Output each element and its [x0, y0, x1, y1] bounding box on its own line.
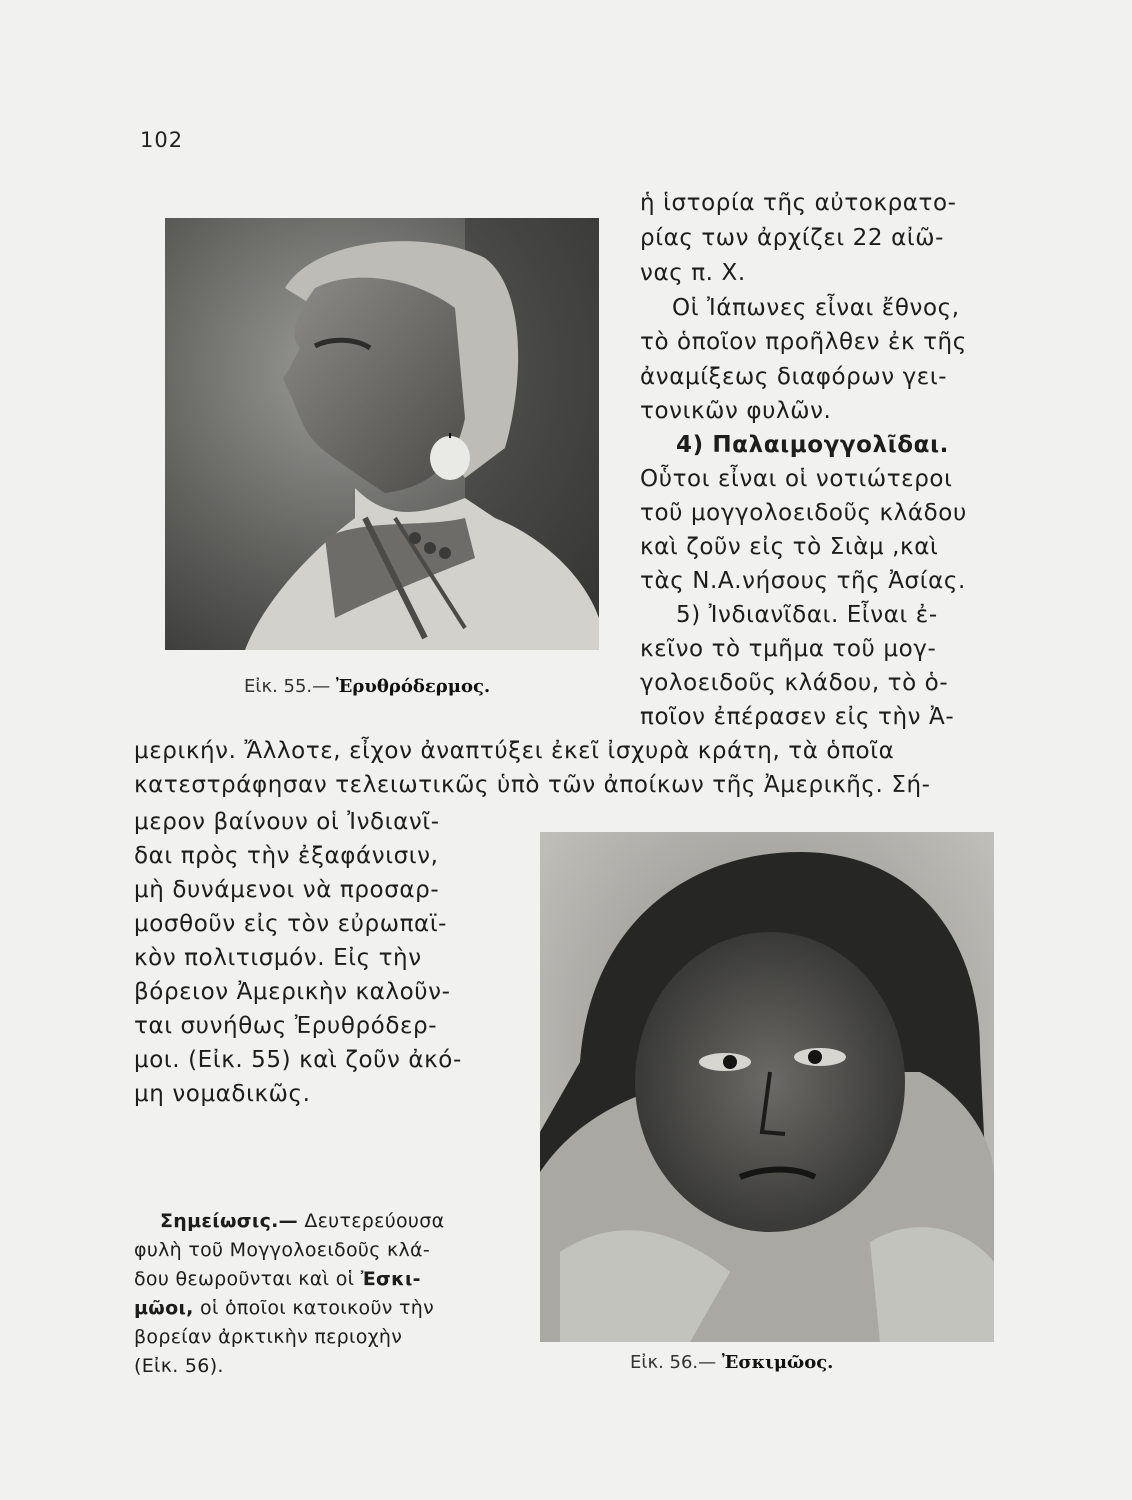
- figure-56-photo: [540, 832, 994, 1342]
- note-text: οἱ ὁποῖοι κατοικοῦν τὴν: [200, 1297, 434, 1319]
- text-line: κατεστράφησαν τελειωτικῶς ὑπὸ τῶν ἀποίκων τῆς Ἀμερικῆς. Σή-: [134, 772, 931, 798]
- text-line: ἡ ἱστορία τῆς αὐτοκρατο-: [640, 190, 957, 216]
- text-line: νας π. Χ.: [640, 260, 746, 286]
- note-bold-term: Ἐσκι-: [360, 1268, 421, 1290]
- text-line: μερικήν. Ἄλλοτε, εἶχον ἀναπτύξει ἐκεῖ ἰσχυρὰ κράτη, τὰ ὁποῖα: [134, 738, 895, 764]
- text-line: μη νομαδικῶς.: [134, 1081, 311, 1107]
- note-line: (Εἰκ. 56).: [134, 1355, 224, 1377]
- text-line: καὶ ζοῦν εἰς τὸ Σιὰμ ,καὶ: [640, 534, 939, 560]
- figure-56-caption-name: Ἐσκιμῶος.: [721, 1352, 834, 1373]
- text-line: τοῦ μογγολοειδοῦς κλάδου: [640, 500, 967, 526]
- figure-56-caption: [630, 1352, 833, 1373]
- note-line: φυλὴ τοῦ Μογγολοειδοῦς κλά-: [134, 1239, 431, 1261]
- native-american-portrait-image: [165, 218, 599, 650]
- text-line: μοι. (Εἰκ. 55) καὶ ζοῦν ἀκό-: [134, 1047, 462, 1073]
- text-line: μερον βαίνουν οἱ Ἰνδιανῖ-: [134, 809, 440, 835]
- note-text: δου θεωροῦνται καὶ οἱ: [134, 1268, 355, 1290]
- note-line: βορείαν ἀρκτικὴν περιοχὴν: [134, 1326, 403, 1348]
- text-line: κεῖνο τὸ τμῆμα τοῦ μογ-: [640, 636, 937, 662]
- text-line: κὸν πολιτισμόν. Εἰς τὴν: [134, 945, 422, 971]
- text-line: Οὗτοι εἶναι οἱ νοτιώτεροι: [640, 466, 953, 492]
- section-heading-palaimongolidai: 4) Παλαιμογγολῖδαι.: [676, 432, 949, 458]
- note-bold-term: μῶοι,: [134, 1297, 194, 1319]
- text-line: μοσθοῦν εἰς τὸν εὐρωπαϊ-: [134, 911, 448, 937]
- text-line: τὰς Ν.Α.νήσους τῆς Ἀσίας.: [640, 568, 966, 594]
- note-heading: Σημείωσις.—: [160, 1210, 298, 1232]
- note-line-1: [160, 1208, 444, 1235]
- text-line: τονικῶν φυλῶν.: [640, 398, 832, 424]
- note-line-4: [134, 1295, 434, 1322]
- note-line-3: [134, 1266, 421, 1293]
- text-line: ποῖον ἐπέρασεν εἰς τὴν Ἀ-: [640, 704, 955, 730]
- text-line: μὴ δυνάμενοι νὰ προσαρ-: [134, 877, 440, 903]
- note-text: Δευτερεύουσα: [304, 1210, 445, 1232]
- text-line: γολοειδοῦς κλάδου, τὸ ὁ-: [640, 670, 949, 696]
- figure-55-caption-prefix: Εἰκ. 55.—: [244, 676, 331, 697]
- text-line: βόρειον Ἀμερικὴν καλοῦν-: [134, 979, 451, 1005]
- text-line: τὸ ὁποῖον προῆλθεν ἐκ τῆς: [640, 329, 967, 355]
- page-number: 102: [140, 128, 184, 152]
- text-line: ται συνήθως Ἐρυθρόδερ-: [134, 1013, 438, 1039]
- text-line: Οἱ Ἰάπωνες εἶναι ἔθνος,: [672, 295, 960, 321]
- section-heading-indianidai: 5) Ἰνδιανῖδαι. Εἶναι ἐ-: [676, 602, 938, 628]
- figure-55-caption-name: Ἐρυθρόδερμος.: [335, 676, 491, 697]
- figure-55-photo: [165, 218, 599, 650]
- figure-55-caption: [244, 676, 490, 697]
- figure-56-caption-prefix: Εἰκ. 56.—: [630, 1352, 717, 1373]
- text-line: ρίας των ἀρχίζει 22 αἰῶ-: [640, 225, 944, 251]
- text-line: δαι πρὸς τὴν ἐξαφάνισιν,: [134, 843, 439, 869]
- eskimo-portrait-image: [540, 832, 994, 1342]
- text-line: ἀναμίξεως διαφόρων γει-: [640, 364, 948, 390]
